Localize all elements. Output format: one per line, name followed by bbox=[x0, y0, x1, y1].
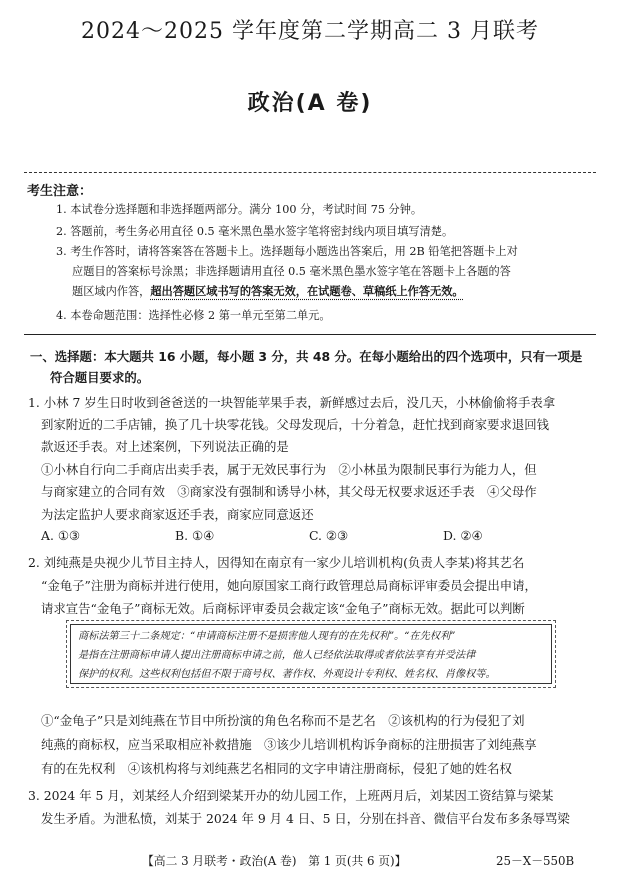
q1-option-line-3: 为法定监护人要求商家返还手表，商家应同意返还 bbox=[41, 507, 314, 522]
divider-top bbox=[24, 172, 596, 173]
q2-option-line-1: ①“金龟子”只是刘纯燕在节目中所扮演的角色名称而不是艺名 ②该机构的行为侵犯了刘 bbox=[41, 713, 525, 728]
notice-item-3-tail: 题区域内作答， bbox=[72, 285, 151, 298]
section-heading-line2: 符合题目要求的。 bbox=[50, 370, 150, 385]
notice-item-3-cont: 应题目的答案标号涂黑；非选择题请用直径 0.5 毫米黑色墨水签字笔在答题卡上各题的答 bbox=[72, 265, 511, 278]
law-quote-text bbox=[78, 627, 544, 684]
q1-choice-d[interactable]: D. ②④ bbox=[443, 528, 483, 543]
exam-title: 2024～2025 学年度第二学期高二 3 月联考 bbox=[81, 19, 539, 44]
page-footer: 【高二 3 月联考・政治(A 卷) 第 1 页(共 6 页)】 bbox=[142, 854, 407, 868]
q2-option-line-2: 纯燕的商标权，应当采取相应补救措施 ③该少儿培训机构诉争商标的注册损害了刘纯燕享 bbox=[41, 737, 537, 752]
divider-notice bbox=[24, 334, 596, 335]
q2-line-2: “金龟子”注册为商标并进行使用，她向原国家工商行政管理总局商标评审委员会提出申请， bbox=[41, 578, 537, 593]
q1-line-1: 1. 小林 7 岁生日时收到爸爸送的一块智能苹果手表，新鲜感过去后，没几天，小林偷偷将手表拿 bbox=[28, 395, 556, 410]
q1-choice-b[interactable]: B. ①④ bbox=[175, 528, 215, 543]
notice-item-4: 4. 本卷命题范围：选择性必修 2 第一单元至第二单元。 bbox=[56, 309, 331, 322]
notice-item-2: 2. 答题前，考生务必用直径 0.5 毫米黑色墨水签字笔将密封线内项目填写清楚。 bbox=[56, 225, 454, 238]
q2-line-1: 2. 刘纯燕是央视少儿节目主持人，因得知在南京有一家少儿培训机构(负责人李某)将其艺名 bbox=[28, 555, 525, 570]
q2-option-line-3: 有的在先权利 ④该机构将与刘纯燕艺名相同的文字申请注册商标，侵犯了她的姓名权 bbox=[41, 761, 512, 776]
notice-item-3: 3. 考生作答时，请将答案答在答题卡上。选择题每小题选出答案后，用 2B 铅笔把答题卡上对 bbox=[56, 245, 518, 258]
paper-code: 25－X－550B bbox=[496, 854, 575, 868]
q1-choice-c[interactable]: C. ②③ bbox=[309, 528, 349, 543]
section-heading bbox=[30, 346, 600, 388]
q1-option-line-2: 与商家建立的合同有效 ③商家没有强制和诱导小林，其父母无权要求返还手表 ④父母作 bbox=[41, 484, 537, 499]
q1-line-2: 到家附近的二手店铺，换了几十块零花钱。父母发现后，十分着急，赶忙找到商家要求退回钱 bbox=[41, 417, 550, 432]
q1-option-line-1: ①小林自行向二手商店出卖手表，属于无效民事行为 ②小林虽为限制民事行为能力人，但 bbox=[41, 462, 537, 477]
law-quote-box bbox=[70, 624, 562, 690]
subject-title: 政治(A 卷) bbox=[247, 91, 373, 116]
notice-item-1: 1. 本试卷分选择题和非选择题两部分。满分 100 分，考试时间 75 分钟。 bbox=[56, 203, 423, 216]
law-quote-line-3: 保护的权利。这些权利包括但不限于商号权、著作权、外观设计专利权、姓名权、肖像权等。 bbox=[78, 669, 496, 680]
notice-item-3-end bbox=[72, 282, 596, 301]
q1-choices bbox=[41, 528, 596, 543]
q3-line-2: 发生矛盾。为泄私愤，刘某于 2024 年 9 月 4 日、5 日，分别在抖音、微信平台发布多条辱骂梁 bbox=[41, 811, 570, 826]
q2-line-3: 请求宣告“金龟子”商标无效。后商标评审委员会裁定该“金龟子”商标无效。据此可以判断 bbox=[41, 601, 525, 616]
notice-heading: 考生注意： bbox=[27, 184, 93, 199]
law-quote-line-1: 商标法第三十二条规定：“申请商标注册不是损害他人现有的在先权利”。“在先权利” bbox=[78, 631, 456, 642]
q3-line-1: 3. 2024 年 5 月，刘某经人介绍到梁某开办的幼儿园工作，上班两月后，刘某因工资结算与梁某 bbox=[28, 788, 554, 803]
q1-choice-a[interactable]: A. ①③ bbox=[41, 528, 81, 543]
section-heading-line1: 一、选择题：本大题共 16 小题，每小题 3 分，共 48 分。在每小题给出的四个选项中，只有一项是 bbox=[30, 349, 583, 364]
notice-emphasis: 超出答题区域书写的答案无效，在试题卷、草稿纸上作答无效。 bbox=[150, 285, 464, 298]
law-quote-line-2: 是指在注册商标申请人提出注册商标申请之前，他人已经依法取得或者依法享有并受法律 bbox=[78, 650, 476, 661]
q1-line-3: 款返还手表。对上述案例，下列说法正确的是 bbox=[41, 439, 289, 454]
